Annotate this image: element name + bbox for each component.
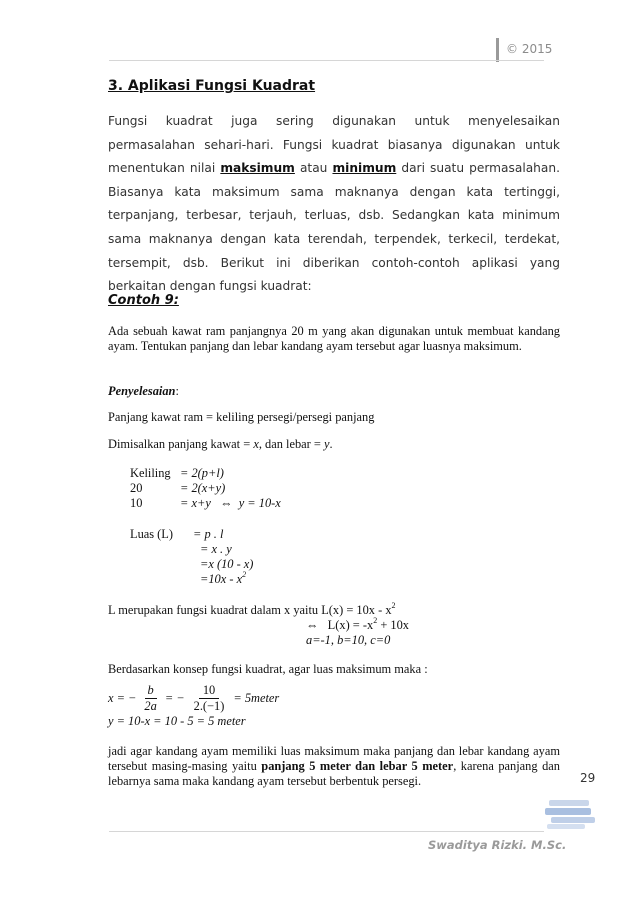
footer-rule bbox=[109, 831, 544, 832]
page-number: 29 bbox=[580, 771, 596, 785]
y-result-line: y = 10-x = 10 - 5 = 5 meter bbox=[108, 714, 246, 728]
formula-lhs: x = − bbox=[108, 690, 137, 705]
solution-label-text: Penyelesaian bbox=[108, 384, 176, 398]
concept-text: Berdasarkan konsep fungsi kuadrat, agar luas maksimum maka : bbox=[108, 662, 428, 676]
solution-label-colon: : bbox=[175, 384, 179, 398]
kuadrat-eq-b: + 10x bbox=[377, 618, 409, 632]
line2-text-c: . bbox=[329, 437, 333, 451]
fraction-10-over-neg2 bbox=[190, 683, 229, 714]
header-bar bbox=[496, 38, 499, 62]
keliling-expr-2: = 2(x+y) bbox=[180, 481, 226, 495]
luas-expr-3: =x (10 - x) bbox=[200, 557, 254, 571]
copyright-text: © 2015 bbox=[506, 42, 553, 56]
conclusion-bold: panjang 5 meter dan lebar 5 meter bbox=[261, 759, 454, 773]
luas-label: Luas (L) bbox=[130, 527, 174, 541]
kuadrat-text: L merupakan fungsi kuadrat dalam x yaitu L(x) = 10x - x bbox=[108, 603, 392, 617]
vertex-formula bbox=[108, 678, 279, 718]
intro-text-3: dari suatu permasalahan. Biasanya kata maksimum sama maknanya dengan kata tertinggi, terpanjang, terbesar, terjauh, terluas, dsb. Sedangkan kata minimum sama maknanya dengan kata terendah, terpendek, terkecil, terdekat, tersempit, dsb. Berikut ini diberikan contoh-contoh aplikasi yang berkaitan dengan fungsi kuadrat: bbox=[108, 161, 560, 294]
luas-expr-4 bbox=[200, 569, 247, 587]
keliling-value-20: 20 bbox=[130, 481, 143, 495]
line2-var-y: y bbox=[323, 437, 330, 451]
keliling-label: Keliling bbox=[130, 466, 171, 480]
keliling-expr-3: = x+y ⇔ y = 10-x bbox=[180, 496, 281, 510]
conclusion-text-c: , karena panjang dan lebarnya sama maka kandang ayam tersebut berbentuk persegi. bbox=[108, 759, 560, 788]
fraction-2-denominator: 2.(−1) bbox=[193, 698, 225, 713]
solution-line-2 bbox=[108, 437, 333, 452]
luas-expr-4-sup: 2 bbox=[242, 569, 247, 579]
problem-statement: Ada sebuah kawat ram panjangnya 20 m yang akan digunakan untuk membuat kandang ayam. Tentukan panjang dan lebar kandang ayam tersebut agar luasnya maksimum. bbox=[108, 324, 560, 353]
solution-line-1: Panjang kawat ram = keliling persegi/persegi panjang bbox=[108, 410, 375, 424]
luas-expr-1: = p . l bbox=[193, 527, 224, 541]
intro-text-1: Fungsi kuadrat juga sering digunakan untuk menyelesaikan permasalahan sehari-hari. Fungsi kuadrat biasanya digunakan untuk menentukan nilai bbox=[108, 114, 560, 176]
fraction-1-numerator: b bbox=[145, 683, 157, 699]
solution-label bbox=[108, 384, 179, 399]
formula-rhs: = 5meter bbox=[233, 690, 280, 705]
kuadrat-sup: 2 bbox=[391, 600, 396, 610]
conclusion-text-a: jadi agar kandang ayam memiliki luas maksimum maka panjang dan lebar kandang ayam tersebut masing-masing yaitu bbox=[108, 744, 560, 773]
decorative-books-graphic bbox=[545, 798, 603, 830]
kuadrat-equivalent bbox=[306, 615, 409, 633]
luas-expr-2: = x . y bbox=[200, 542, 232, 556]
intro-paragraph bbox=[108, 110, 560, 299]
line2-text-b: , dan lebar = bbox=[258, 437, 324, 451]
fraction-b-over-2a bbox=[141, 683, 159, 714]
fraction-2-numerator: 10 bbox=[199, 683, 219, 699]
intro-keyword-maksimum: maksimum bbox=[220, 161, 295, 176]
intro-text-2: atau bbox=[294, 161, 333, 176]
intro-keyword-minimum: minimum bbox=[332, 161, 397, 176]
kuadrat-coefficients: a=-1, b=10, c=0 bbox=[306, 633, 391, 647]
formula-mid: = − bbox=[164, 690, 185, 705]
keliling-value-10: 10 bbox=[130, 496, 143, 510]
footer-author: Swaditya Rizki. M.Sc. bbox=[428, 838, 567, 852]
keliling-expr-1: = 2(p+l) bbox=[180, 466, 224, 480]
conclusion-paragraph bbox=[108, 744, 560, 789]
line2-var-x: x bbox=[253, 437, 259, 451]
example-heading: Contoh 9: bbox=[108, 293, 179, 308]
kuadrat-eq-sup: 2 bbox=[373, 615, 378, 625]
line2-text-a: Dimisalkan panjang kawat = bbox=[108, 437, 254, 451]
kuadrat-line bbox=[108, 600, 396, 618]
luas-expr-4-base: =10x - x bbox=[200, 572, 243, 586]
fraction-1-denominator: 2a bbox=[144, 698, 157, 713]
kuadrat-eq-a: ⇔ L(x) = -x bbox=[306, 618, 374, 632]
section-title: 3. Aplikasi Fungsi Kuadrat bbox=[108, 78, 316, 94]
header-rule bbox=[109, 60, 544, 61]
